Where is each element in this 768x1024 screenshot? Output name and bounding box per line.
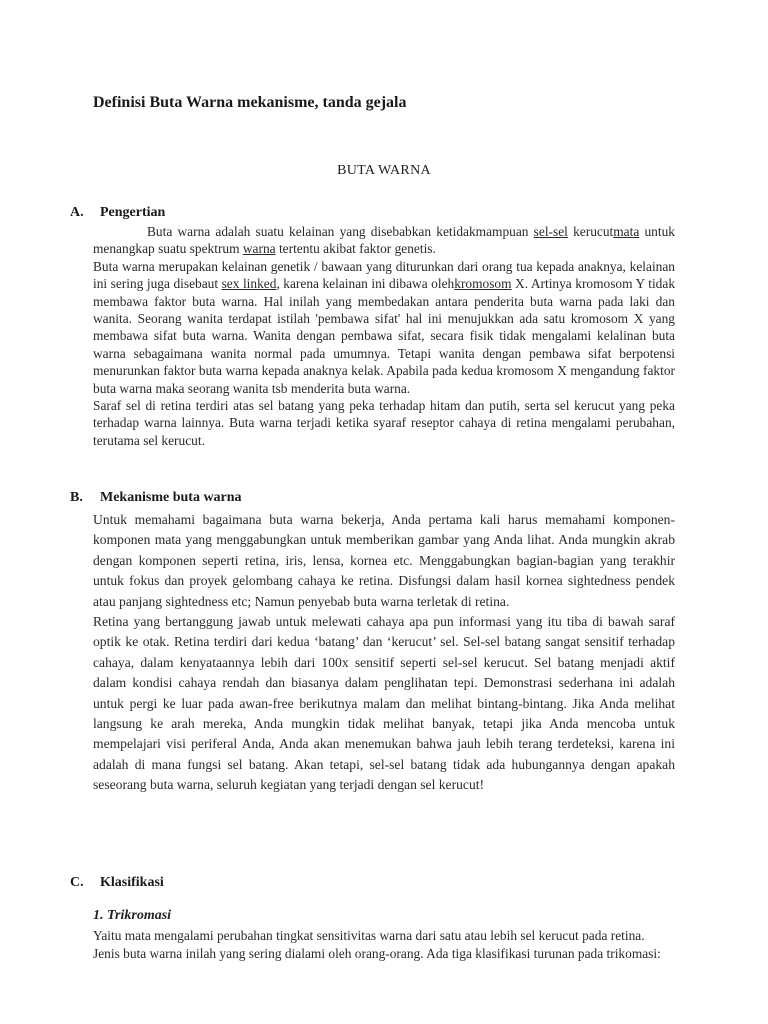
section-a-body — [93, 223, 675, 449]
section-a-paragraph-3: Saraf sel di retina terdiri atas sel batang yang peka terhadap hitam dan putih, serta sel kerucut yang peka terhadap warna lainnya. Buta warna terjadi ketika syaraf reseptor cahaya di retina mengalami perubahan, terutama sel kerucut. — [93, 398, 675, 448]
text-run: X. Artinya kromosom Y tidak membawa faktor buta warna. Hal inilah yang membedakan antara penderita buta warna pada laki dan wanita. Seorang wanita terdapat istilah 'pembawa sifat' hal ini menujukkan ada satu kromosom X yang membawa sifat buta warna. Wanita dengan pembawa sifat, secara fisik tidak mengalami kelalinan buta warna sebagaimana wanita normal pada umumnya. Tetapi wanita dengan pembawa sifat berpotensi menurunkan faktor buta warna kepada anaknya kelak. Apabila pada kedua kromosom X mengandung faktor buta warna maka seorang wanita tsb menderita buta warna. — [93, 276, 676, 396]
section-a-letter: A. — [70, 205, 84, 220]
link-sex-linked[interactable]: sex linked — [221, 276, 277, 292]
document-title: Definisi Buta Warna mekanisme, tanda gejala — [93, 94, 407, 111]
text-run: kerucut — [567, 224, 614, 239]
section-c-body — [93, 927, 665, 962]
section-b-paragraph-1: Untuk memahami bagaimana buta warna bekerja, Anda pertama kali harus memahami komponen-komponen mata yang menggabungkan untuk memberikan gambar yang Anda lihat. Anda mungkin akrab dengan komponen seperti retina, iris, lensa, kornea etc. Menggabungkan bagian-bagian yang terakhir untuk fokus dan proyek gelombang cahaya ke retina. Disfungsi dalam hasil kornea sightedness pendek atau panjang sightedness etc; Namun penyebab buta warna terletak di retina. — [93, 512, 675, 609]
text-run: tertentu akibat faktor genetis. — [275, 241, 436, 257]
section-a-paragraph-1 — [93, 223, 675, 258]
text-run: , karena kelainan ini dibawa oleh — [276, 276, 455, 292]
section-c-letter: C. — [70, 875, 84, 890]
section-b-letter: B. — [70, 490, 83, 505]
section-b-heading — [70, 490, 242, 506]
link-kromosom[interactable]: kromosom — [454, 276, 512, 292]
section-b-paragraph-2: Retina yang bertanggung jawab untuk melewati cahaya apa pun informasi yang itu tiba di bawah saraf optik ke otak. Retina terdiri dari kedua ‘batang’ dan ‘kerucut’ sel. Sel-sel batang sangat sensitif terhadap cahaya, dalam kenyataannya lebih dari 100x sensitif seperti sel-sel kerucut. Sel batang menjadi aktif dalam kondisi cahaya rendah dan biasanya dalam penglihatan tepi. Demonstrasi sederhana ini adalah untuk pergi ke luar pada awan-free berikutnya malam dan melihat bintang-bintang. Jika Anda melihat langsung ke arah mereka, Anda mungkin tidak melihat banyak, tetapi jika Anda mencoba untuk mempelajari visi periferal Anda, Anda akan menemukan bahwa jauh lebih terang terdeteksi, karena ini adalah di mana fungsi sel batang. Akan tetapi, sel-sel batang tidak ada hubungannya dengan apakah seseorang buta warna, seluruh kegiatan yang terjadi dengan sel kerucut! — [93, 614, 675, 793]
section-a-title: Pengertian — [100, 205, 166, 220]
section-a-heading — [70, 205, 165, 221]
trikromasi-heading: 1. Trikromasi — [93, 908, 172, 923]
section-c-heading — [70, 875, 164, 891]
main-heading: BUTA WARNA — [337, 163, 431, 178]
section-c-title: Klasifikasi — [100, 875, 164, 890]
trikromasi-paragraph: Yaitu mata mengalami perubahan tingkat sensitivitas warna dari satu atau lebih sel kerucut pada retina. Jenis buta warna inilah yang sering dialami oleh orang-orang. Ada tiga klasifikasi turunan pada trikomasi: — [93, 928, 661, 961]
section-b-title: Mekanisme buta warna — [100, 490, 242, 505]
text-run: untuk menangkap suatu spektrum — [93, 224, 675, 257]
text-run: Buta warna adalah suatu kelainan yang disebabkan ketidakmampuan — [147, 224, 534, 239]
link-warna[interactable]: warna — [242, 241, 276, 257]
section-a-paragraph-2 — [93, 258, 675, 397]
text-run: Buta warna merupakan kelainan genetik / bawaan yang diturunkan dari orang tua kepada anaknya, kelainan ini sering juga disebaut — [93, 258, 675, 292]
link-sel-sel[interactable]: sel-sel — [533, 224, 568, 239]
link-mata[interactable]: mata — [613, 224, 640, 239]
section-b-body — [93, 510, 675, 796]
